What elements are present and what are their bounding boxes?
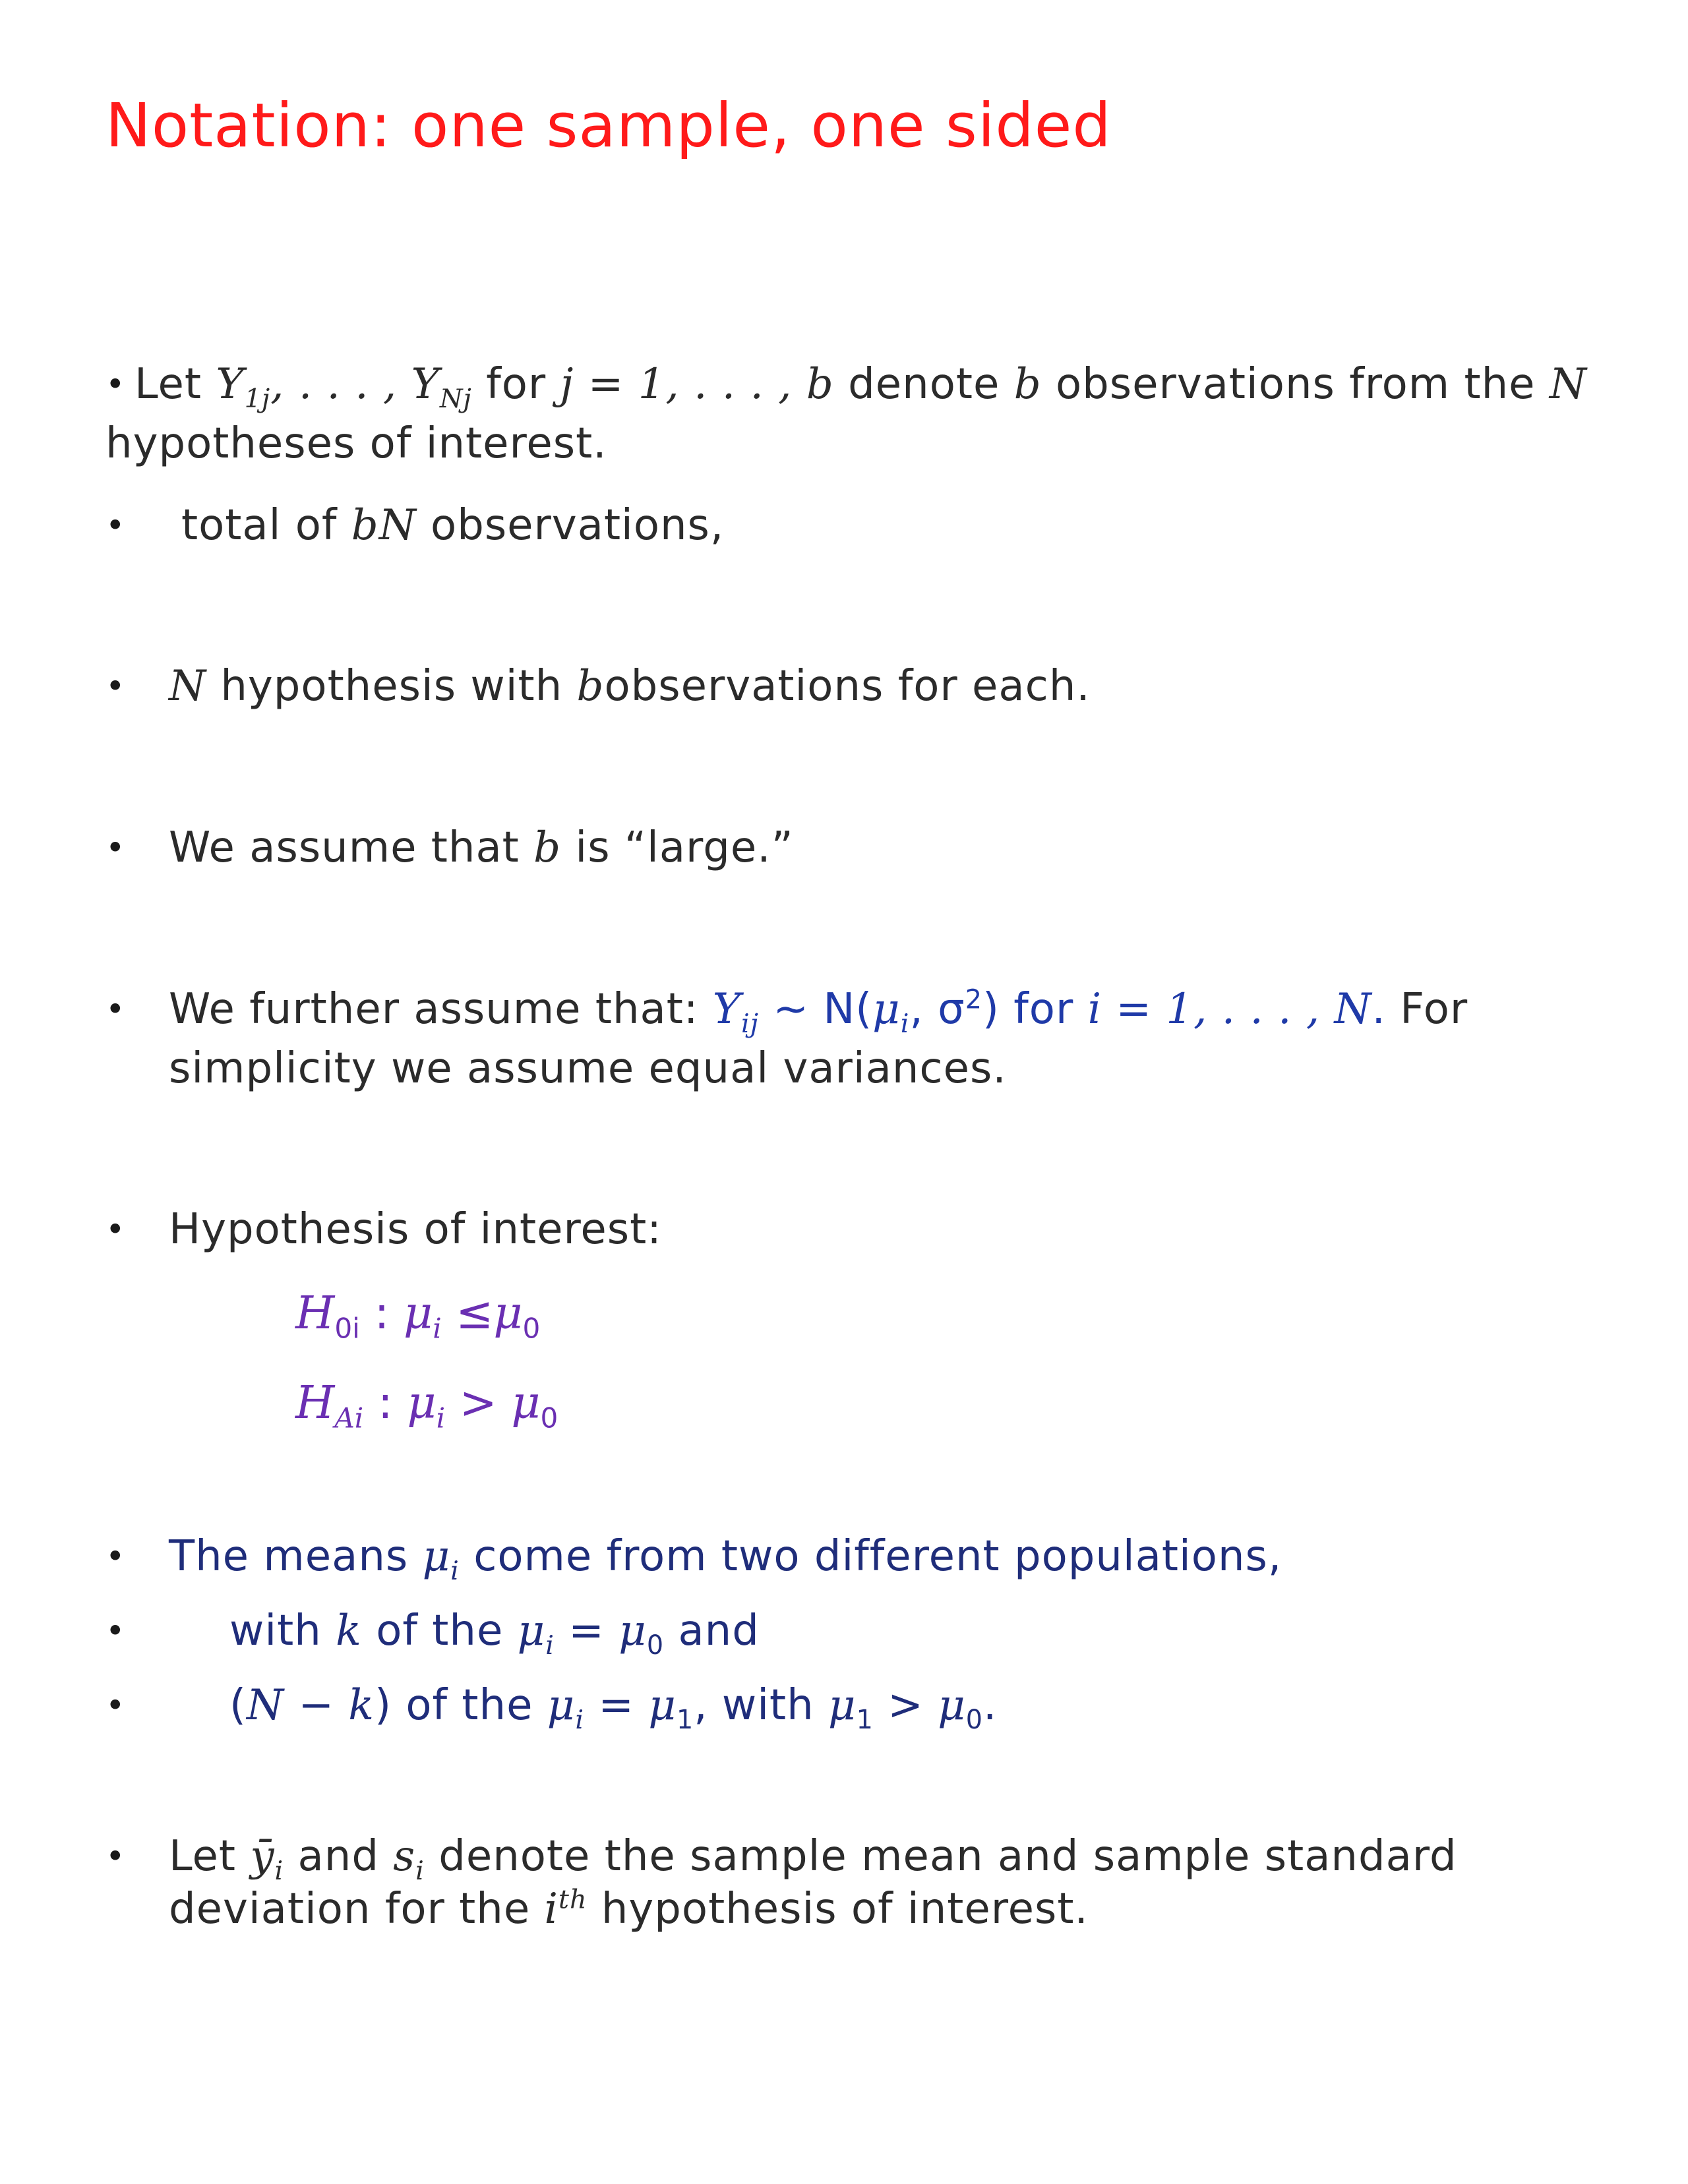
bullet-b-large: We assume that b is “large.” <box>169 823 794 872</box>
bullet-two-populations: The means $\mu_i$ come from two different populations, <box>169 1532 1282 1586</box>
bullet-marker: • <box>106 1537 125 1576</box>
hypothesis-label: Hypothesis of interest: <box>169 1205 662 1254</box>
intro-let: Let <box>135 360 202 409</box>
intro-obs: observations from the <box>1056 360 1536 409</box>
intro-line-1 <box>135 355 1587 414</box>
intro-j: j <box>560 360 574 409</box>
bullet-marker: • <box>106 1210 125 1249</box>
intro-range: 1, . . . , <box>638 360 793 409</box>
intro-b2: b <box>1013 360 1042 409</box>
y1j-symbol: $Y_{1j}$ <box>216 360 271 414</box>
intro-denote: denote <box>848 360 1000 409</box>
bullet-sample-stats: Let $ȳ_i$ and $s_i$ denote the sample mean and sample standard <box>169 1832 1457 1886</box>
bullet-marker: • <box>106 667 125 705</box>
bullet-marker: • <box>106 1837 125 1875</box>
bullet-marker: • <box>106 365 125 403</box>
slide-title: Notation: one sample, one sided <box>106 90 1112 161</box>
bullet-n-minus-k: (N − k) of the $\mu_i = \mu_1$, with $\mu_1 > \mu_0$. <box>229 1681 998 1735</box>
bullet-k-of-mu: with k of the $\mu_i = \mu_0$ and <box>229 1607 760 1661</box>
bullet-marker: • <box>106 506 125 545</box>
intro-line-2: hypotheses of interest. <box>106 419 607 468</box>
bullet-marker: • <box>106 1612 125 1650</box>
bullet-normal-assumption-line2: simplicity we assume equal variances. <box>169 1044 1007 1093</box>
bullet-total-observations: total of bN observations, <box>181 501 725 550</box>
intro-N: N <box>1549 360 1587 409</box>
bullet-marker: • <box>106 829 125 867</box>
intro-dots: , . . . , <box>270 360 398 409</box>
ynj-symbol: $Y_{Nj}$ <box>411 360 472 414</box>
bullet-marker: • <box>106 1686 125 1725</box>
distribution-formula: $Y_{ij}$ ∼ $N(\mu_i$, $\sigma^2$) for i = 1, . . . , N. <box>712 984 1386 1039</box>
null-hypothesis: $H_{0i}$ : $\mu_i \le\mu_0$ <box>295 1287 541 1345</box>
b-symbol: b <box>576 662 605 711</box>
bN-symbol: bN <box>351 501 417 550</box>
N-symbol: N <box>169 662 206 711</box>
b-symbol: b <box>533 823 562 872</box>
alternative-hypothesis: $H_{Ai}$ : $\mu_i > \mu_0$ <box>295 1377 558 1434</box>
bullet-normal-assumption: We further assume that: $Y_{ij}$ ∼ $N(\mu_i$, $\sigma^2$) for i = 1, . . . , N. For <box>169 984 1468 1039</box>
bullet-sample-stats-line2: deviation for the $i^{th}$ hypothesis of interest. <box>169 1884 1089 1933</box>
bullet-n-hypothesis: N hypothesis with bobservations for each. <box>169 662 1091 711</box>
intro-b: b <box>806 360 834 409</box>
intro-for: for <box>486 360 547 409</box>
bullet-marker: • <box>106 990 125 1028</box>
intro-eq: = <box>588 360 624 409</box>
